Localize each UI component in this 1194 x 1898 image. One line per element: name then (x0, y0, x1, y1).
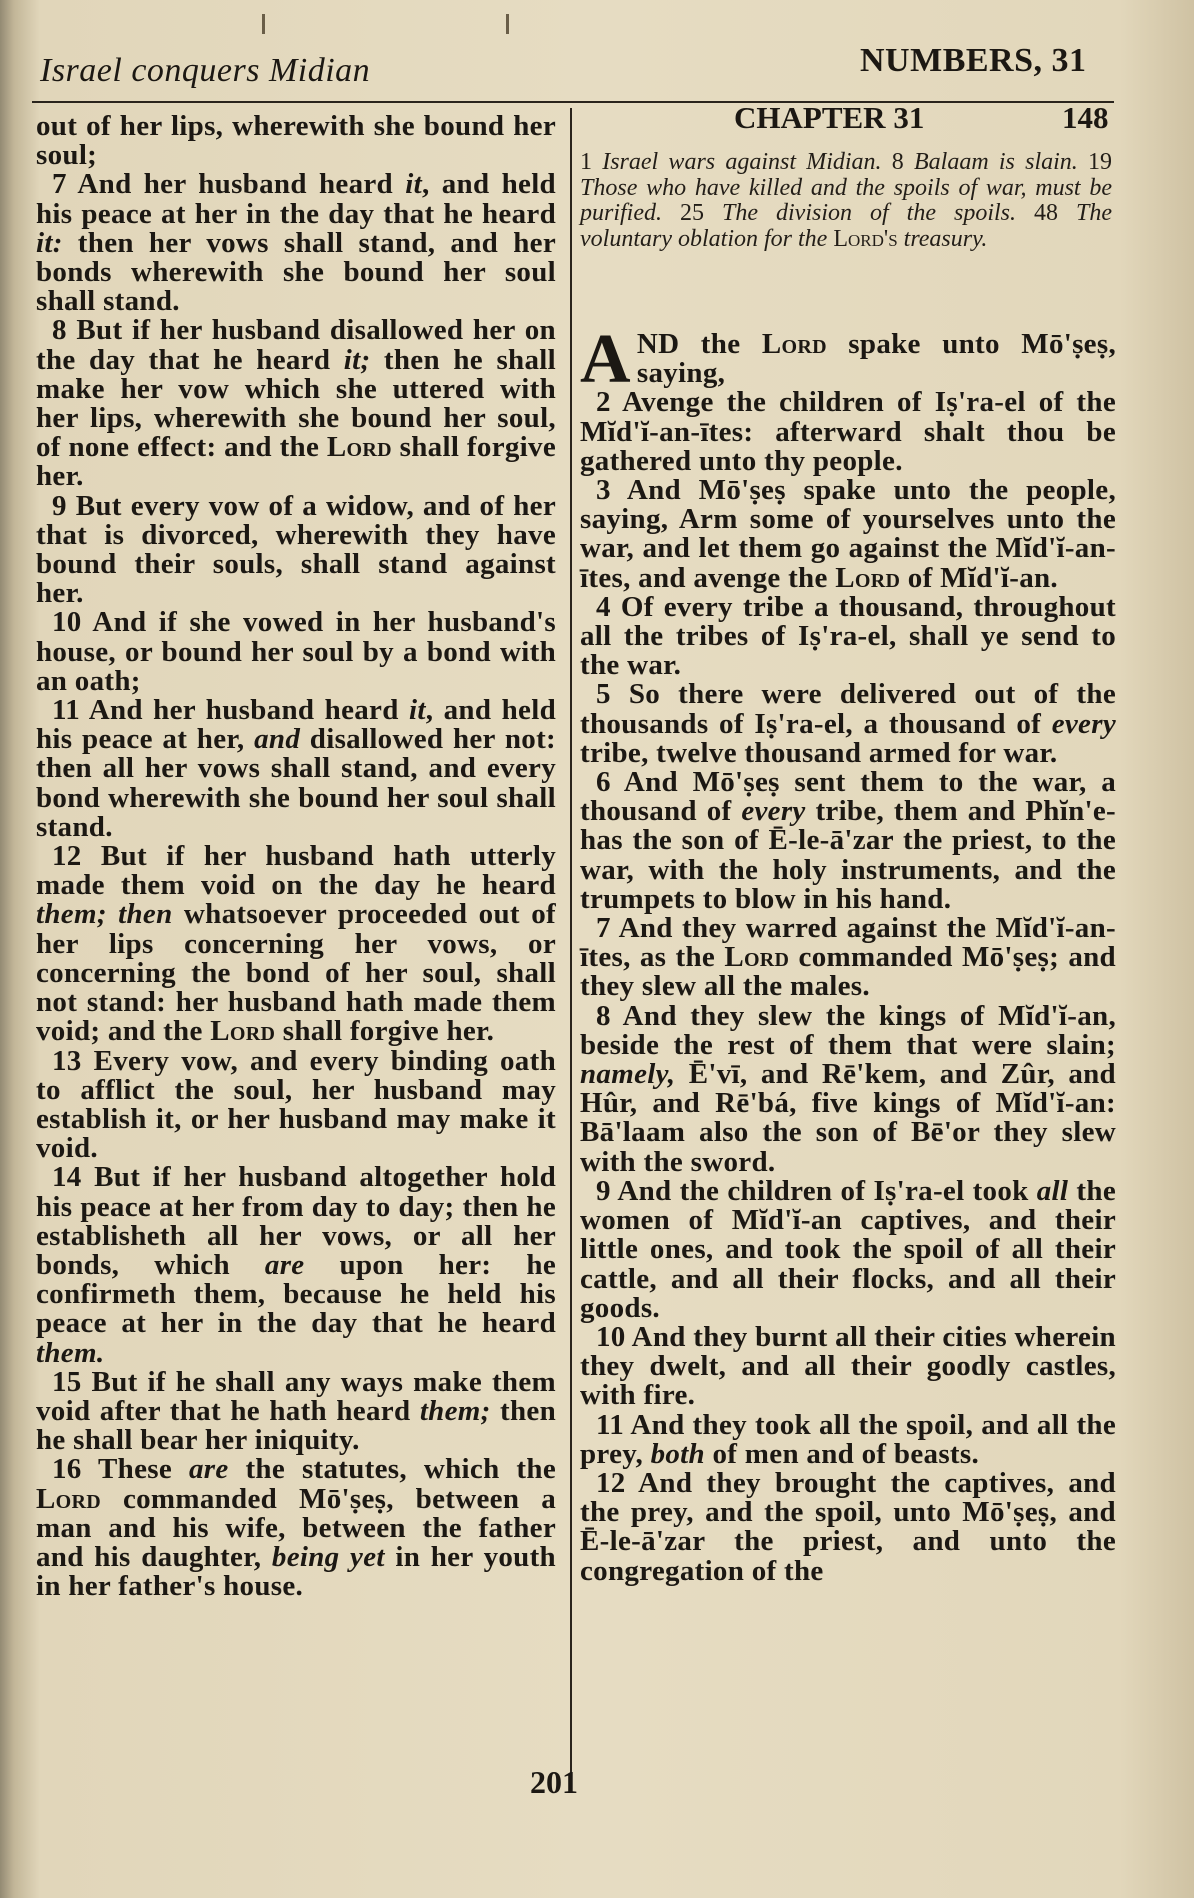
verse: 12 And they brought the captives, and the prey, and the spoil, unto Mō'ṣeṣ, and Ē-le-ā'zar the priest, and unto the congregation of the (580, 1466, 1116, 1587)
verse: 13 Every vow, and every binding oath to afflict the soul, her husband may establish it, or her husband may make it void. (36, 1044, 556, 1165)
verse: 7 And her husband heard it, and held his peace at her in the day that he heard it: then her vows shall stand, and her bonds wherewith she bound her soul shall stand. (36, 168, 556, 318)
verse: 14 But if her husband altogether hold his peace at her from day to day; then he establisheth all her vows, or all her bonds, which are upon her: he confirmeth them, because he held his peace at her in the day that he heard them. (36, 1161, 556, 1369)
verse: 11 And they took all the spoil, and all the prey, both of men and of beasts. (580, 1408, 1116, 1470)
italic-text: and (254, 723, 301, 756)
verse: 10 And they burnt all their cities wherein they dwelt, and all their goodly castles, with fire. (580, 1320, 1116, 1412)
italic-text: every (1051, 707, 1116, 740)
verse: 5 So there were delivered out of the thousands of Iṣ'ra-el, a thousand of every tribe, twelve thousand armed for war. (580, 678, 1116, 769)
summary-text: The division of the spoils. (722, 200, 1016, 226)
verse: 12 But if her husband hath utterly made them void on the day he heard them; then whatsoever proceeded out of her lips concerning her vows, or concerning the bond of her soul, shall not stand: her husband hath made them void; and the Lord shall forgive her. (36, 840, 556, 1048)
verse: 4 Of every tribe a thousand, throughout all the tribes of Iṣ'ra-el, shall ye send to the war. (580, 590, 1116, 682)
left-column (36, 112, 556, 1601)
right-column (580, 321, 1116, 1587)
page-folio: 201 (530, 1764, 578, 1800)
verse: 10 And if she vowed in her husband's house, or bound her soul by a bond with an oath; (36, 606, 556, 697)
italic-text: being yet (271, 1540, 385, 1573)
italic-text: it (405, 168, 422, 201)
verse: 7 And they warred against the Mĭd'ĭ-an-ītes, as the Lord commanded Mō'ṣeṣ; and they slew all the males. (580, 912, 1116, 1003)
chapter-summary (580, 150, 1112, 252)
column-rule (570, 108, 572, 1788)
italic-text: them; then (36, 898, 173, 931)
summary-text: Those who have killed and the spoils of war, must be purified. (580, 174, 1112, 226)
chapter-page-number: 148 (1062, 100, 1109, 135)
verse: AND the Lord spake unto Mō'ṣeṣ, saying, (580, 321, 1116, 398)
running-head-left: Israel conquers Midian (40, 52, 371, 89)
verse: 9 And the children of Iṣ'ra-el took all the women of Mĭd'ĭ-an captives, and their little ones, and took the spoil of all their cattle, and all their flocks, and all their goods. (580, 1174, 1116, 1324)
italic-text: it (409, 694, 426, 727)
binding-mark (506, 14, 509, 34)
italic-text: are (264, 1248, 305, 1281)
verse: 16 These are the statutes, which the Lord commanded Mō'ṣeṣ, between a man and his wife, between the father and his daughter, being yet in her youth in her father's house. (36, 1453, 556, 1603)
italic-text: it; (343, 343, 371, 376)
small-caps-text: Lord (36, 1482, 101, 1515)
verse: 8 And they slew the kings of Mĭd'ĭ-an, beside the rest of them that were slain; namely, Ē'vī, and Rē'kem, and Zûr, and Hûr, and Rē'bá, five kings of Mĭd'ĭ-an: Bā'laam also the son of Bē'or they slew with the sword. (580, 999, 1116, 1178)
italic-text: namely, (580, 1058, 676, 1091)
verse: 11 And her husband heard it, and held his peace at her, and disallowed her not: then all her vows shall stand, and every bond wherewith she bound her soul shall stand. (36, 694, 556, 843)
drop-cap: A (580, 321, 631, 398)
summary-verse-number: 1 (580, 149, 603, 175)
italic-text: it: (36, 226, 63, 259)
small-caps-text: Lord (326, 431, 392, 464)
verse: 9 But every vow of a widow, and of her that is divorced, wherewith they have bound their souls, shall stand against her. (36, 489, 556, 610)
running-head-right: NUMBERS, 31 (860, 42, 1087, 79)
small-caps-text: Lord (724, 941, 790, 974)
italic-text: both (650, 1437, 705, 1470)
summary-text: The voluntary oblation for the (580, 200, 1112, 252)
summary-verse-number: 48 (1016, 200, 1076, 226)
verse: 6 And Mō'ṣeṣ sent them to the war, a thousand of every tribe, them and Phĭn'e-has the son of Ē-le-ā'zar the priest, to the war, with the holy instruments, and the trumpets to blow in his hand. (580, 766, 1116, 915)
verse: 2 Avenge the children of Iṣ'ra-el of the Mĭd'ĭ-an-ītes: afterward shalt thou be gathered unto thy people. (580, 386, 1116, 477)
verse-continuation: out of her lips, wherewith she bound her soul; (36, 110, 556, 172)
italic-text: every (741, 795, 806, 828)
chapter-title: CHAPTER 31 (734, 100, 925, 135)
summary-verse-number: 19 (1077, 149, 1112, 175)
small-caps-text: Lord (761, 328, 827, 360)
small-caps-text: Lord (835, 561, 901, 594)
summary-text: Balaam is slain. (914, 149, 1078, 175)
summary-small-caps: Lord's (833, 225, 898, 252)
verse: 8 But if her husband disallowed her on the day that he heard it; then he shall make her vow which she uttered with her lips, wherewith she bound her soul, of none effect: and the Lord shall forgive her. (36, 314, 556, 493)
header-rule (32, 101, 1114, 103)
italic-text: all (1036, 1174, 1069, 1207)
summary-text: Israel wars against Midian. (602, 149, 882, 175)
italic-text: them. (36, 1336, 105, 1369)
summary-verse-number: 8 (881, 149, 914, 175)
italic-text: are (188, 1453, 229, 1486)
verse: 3 And Mō'ṣeṣ spake unto the people, saying, Arm some of yourselves unto the war, and let them go against the Mĭd'ĭ-an-ītes, and avenge the Lord of Mĭd'ĭ-an. (580, 474, 1116, 594)
italic-text: them; (419, 1394, 491, 1427)
small-caps-text: Lord (210, 1015, 276, 1048)
summary-text: treasury. (897, 225, 988, 252)
summary-verse-number: 25 (662, 200, 722, 226)
binding-mark (262, 14, 265, 34)
verse: 15 But if he shall any ways make them void after that he hath heard them; then he shall bear her iniquity. (36, 1365, 556, 1457)
